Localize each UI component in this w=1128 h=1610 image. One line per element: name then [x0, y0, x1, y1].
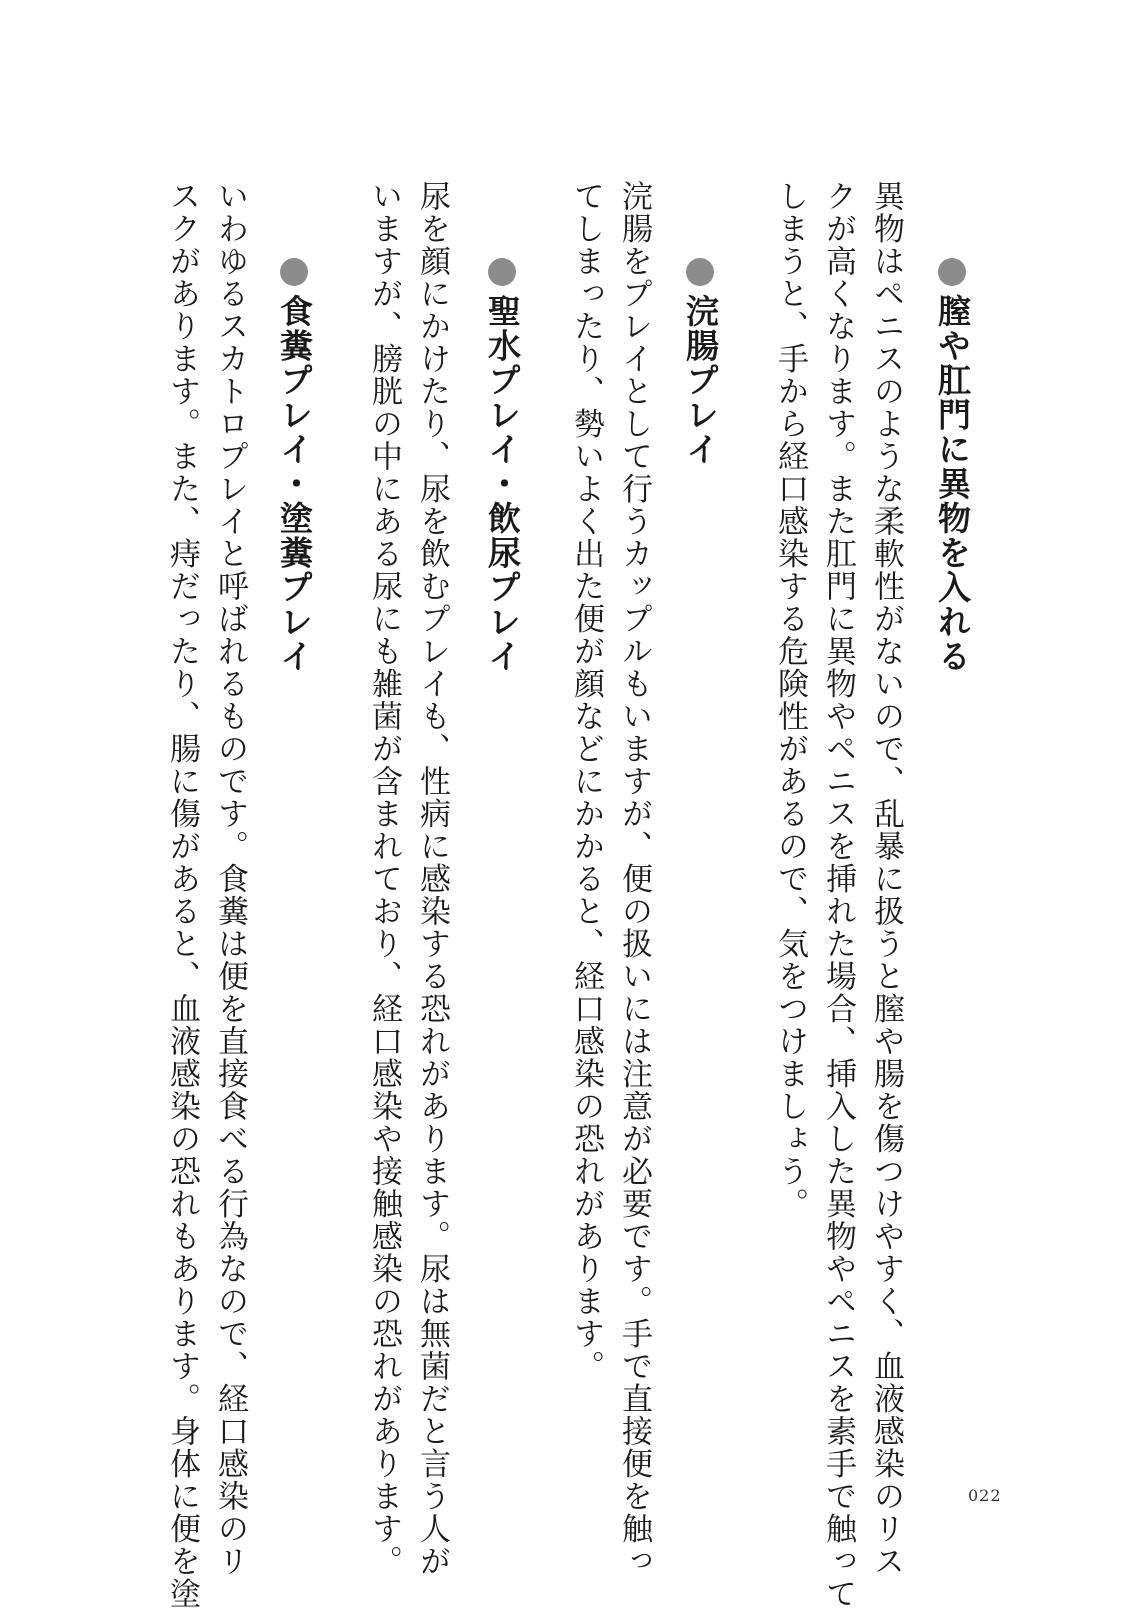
heading-text: 膣や肛門に異物を入れる: [933, 294, 972, 674]
section-heading: [478, 258, 526, 674]
section-heading: [676, 258, 724, 467]
bullet-icon: [280, 258, 308, 286]
body-line: 尿を顔にかけたり、尿を飲むプレイも、性病に感染する恐れがあります。尿は無菌だと言う人が: [414, 180, 450, 1578]
bullet-icon: [686, 258, 714, 286]
bullet-icon: [488, 258, 516, 286]
body-line: クが高くなります。また肛門に異物やペニスを挿れた場合、挿入した異物やペニスを素手で触って: [820, 180, 856, 1610]
bullet-icon: [938, 258, 966, 286]
page-number: 022: [968, 1486, 1002, 1505]
body-line: しまうと、手から経口感染する危険性があるので、気をつけましょう。: [772, 180, 808, 1220]
body-line: いますが、膀胱の中にある尿にも雑菌が含まれており、経口感染や接触感染の恐れがあります。: [366, 180, 402, 1578]
heading-text: 聖水プレイ・飲尿プレイ: [483, 294, 522, 674]
heading-text: 食糞プレイ・塗糞プレイ: [275, 294, 314, 674]
heading-text: 浣腸プレイ: [681, 294, 720, 467]
body-line: 異物はペニスのような柔軟性がないので、乱暴に扱うと膣や腸を傷つけやすく、血液感染のリス: [868, 180, 904, 1578]
section-heading: [270, 258, 318, 674]
body-line: スクがあります。また、痔だったり、腸に傷があると、血液感染の恐れもあります。身体に便を塗: [164, 180, 200, 1610]
body-line: てしまったり、勢いよく出た便が顔などにかかると、経口感染の恐れがあります。: [568, 180, 604, 1383]
body-line: いわゆるスカトロプレイと呼ばれるものです。食糞は便を直接食べる行為なので、経口感染のリ: [212, 180, 248, 1578]
section-heading: [928, 258, 976, 674]
body-line: 浣腸をプレイとして行うカップルもいますが、便の扱いには注意が必要です。手で直接便を触っ: [616, 180, 652, 1578]
